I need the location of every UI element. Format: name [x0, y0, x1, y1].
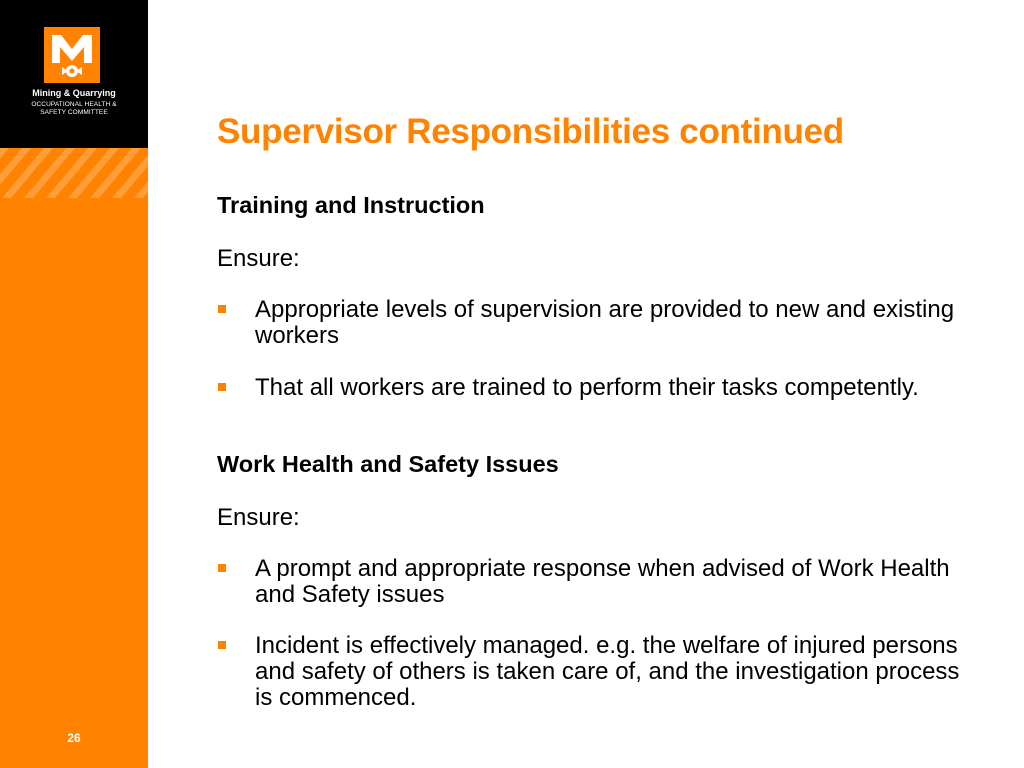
- logo-subtitle-line-2: SAFETY COMMITTEE: [40, 109, 108, 116]
- bullet-text: That all workers are trained to perform their tasks competently.: [255, 374, 919, 401]
- section-heading-training: Training and Instruction: [217, 192, 485, 218]
- bullet-square-icon: [218, 641, 226, 649]
- logo-title: Mining & Quarrying: [32, 88, 116, 98]
- slide-title: Supervisor Responsibilities continued: [217, 112, 844, 151]
- bullet-square-icon: [218, 564, 226, 572]
- sidebar: [0, 0, 148, 768]
- bullet-square-icon: [218, 305, 226, 313]
- logo: [0, 0, 148, 148]
- decorative-stripes: [0, 148, 148, 198]
- section-intro-training: Ensure:: [217, 245, 300, 272]
- section-heading-whs: Work Health and Safety Issues: [217, 451, 559, 477]
- bullet-text: Appropriate levels of supervision are provided to new and existing workers: [255, 296, 955, 349]
- logo-subtitle-line-1: OCCUPATIONAL HEALTH &: [31, 101, 117, 108]
- section-intro-whs: Ensure:: [217, 504, 300, 531]
- page-number: 26: [67, 731, 81, 745]
- bullet-text: A prompt and appropriate response when advised of Work Health and Safety issues: [255, 555, 950, 608]
- mining-quarrying-logo-icon: [44, 27, 100, 83]
- bullet-square-icon: [218, 383, 226, 391]
- bullet-text: Incident is effectively managed. e.g. the welfare of injured persons and safety of others is taken care of, and the investigation process is commenced.: [255, 632, 960, 711]
